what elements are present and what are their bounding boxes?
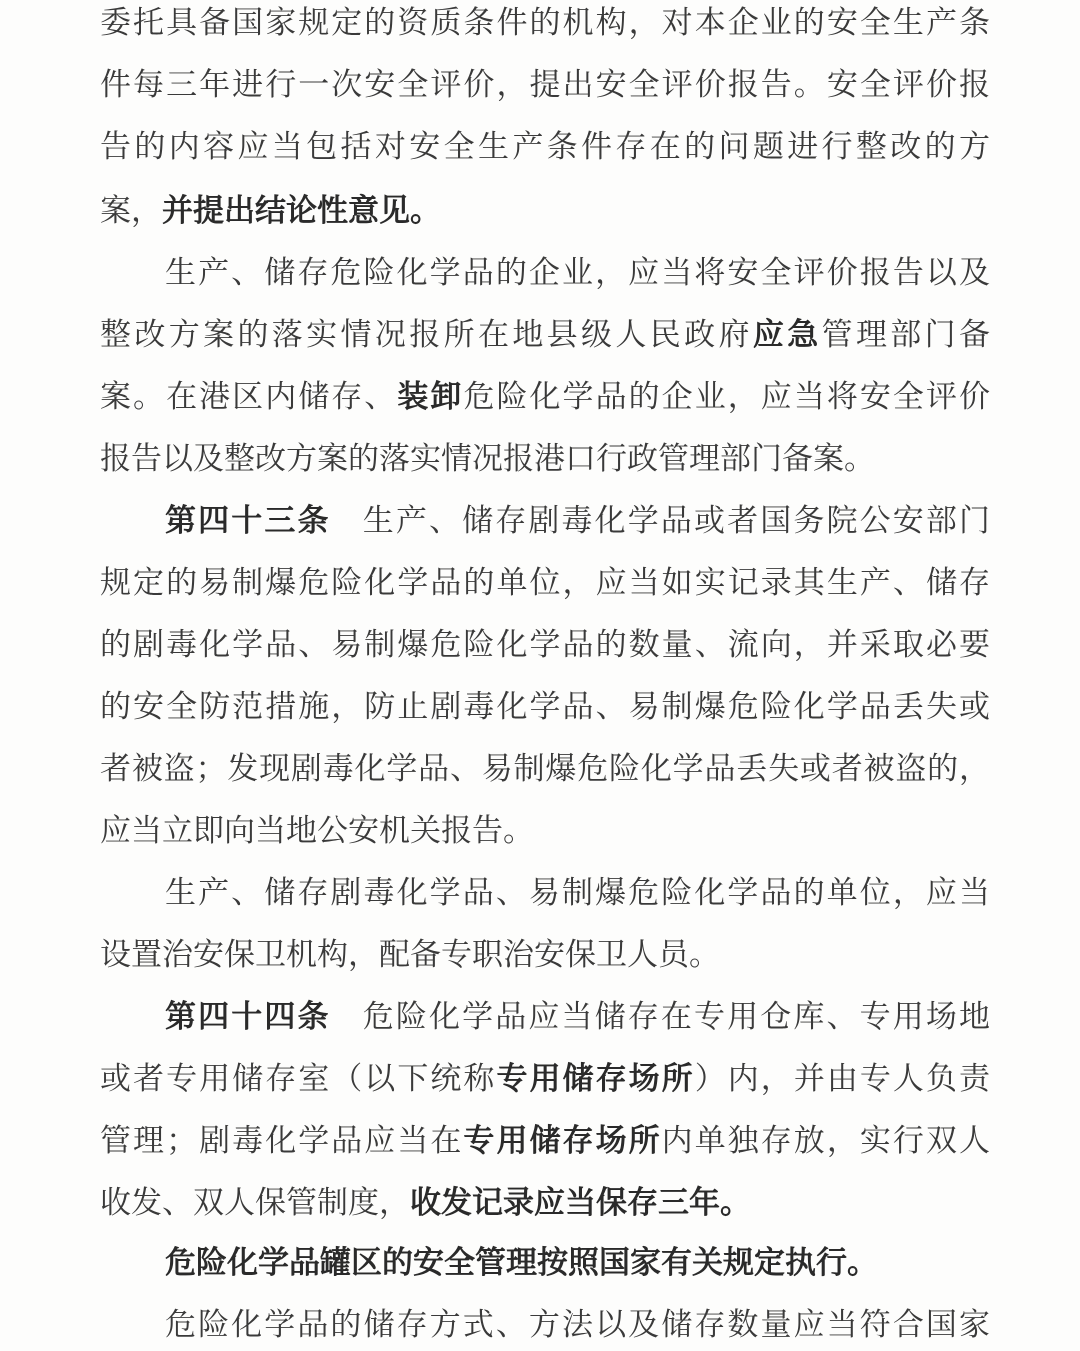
text-run: 报告以及整改方案的落实情况报港口行政管理部门备案。 bbox=[100, 441, 875, 477]
text-run: 收发、双人保管制度， bbox=[100, 1185, 410, 1221]
text-run: 应当立即向当地公安机关报告。 bbox=[100, 813, 534, 849]
article-44-first-line bbox=[165, 994, 990, 1040]
text-run: 件每三年进行一次安全评价，提出安全评价报告。安全评价报 bbox=[100, 67, 990, 103]
article-heading: 第四十三条 bbox=[165, 503, 331, 539]
text-run: 生产、储存剧毒化学品或者国务院公安部门 bbox=[360, 503, 990, 539]
text-line bbox=[100, 746, 990, 792]
text-line bbox=[100, 1180, 990, 1226]
text-line bbox=[100, 62, 990, 108]
text-run: 的安全防范措施，防止剧毒化学品、易制爆危险化学品丢失或 bbox=[100, 689, 990, 725]
paragraph-first-line bbox=[165, 1302, 990, 1348]
text-run: 内单独存放，实行双人 bbox=[661, 1123, 990, 1159]
text-line bbox=[100, 684, 990, 730]
text-line bbox=[100, 188, 990, 234]
text-line bbox=[100, 124, 990, 170]
text-line bbox=[100, 808, 990, 854]
text-run: 案， bbox=[100, 193, 162, 229]
text-run: 案。在港区内储存、 bbox=[100, 379, 398, 415]
text-run: 管理部门备 bbox=[821, 317, 990, 353]
article-heading: 第四十四条 bbox=[165, 999, 331, 1035]
text-line bbox=[100, 374, 990, 420]
bold-text-run: 收发记录应当保存三年。 bbox=[410, 1185, 751, 1221]
text-run: 管理；剧毒化学品应当在 bbox=[100, 1123, 464, 1159]
text-run: 危险化学品的储存方式、方法以及储存数量应当符合国家 bbox=[165, 1307, 990, 1343]
text-line bbox=[100, 1118, 990, 1164]
text-run: 生产、储存危险化学品的企业，应当将安全评价报告以及 bbox=[165, 255, 990, 291]
text-line bbox=[100, 312, 990, 358]
text-line bbox=[100, 622, 990, 668]
text-run: 设置治安保卫机构，配备专职治安保卫人员。 bbox=[100, 937, 720, 973]
text-run: 告的内容应当包括对安全生产条件存在的问题进行整改的方 bbox=[100, 129, 990, 165]
paragraph-first-line bbox=[165, 870, 990, 916]
bold-text-run: 专用储存场所 bbox=[463, 1123, 662, 1159]
bold-text-run: 应急 bbox=[752, 317, 822, 353]
text-run: 危险化学品的企业，应当将安全评价 bbox=[463, 379, 990, 415]
article-43-first-line bbox=[165, 498, 990, 544]
text-line bbox=[100, 0, 990, 46]
text-run: 规定的易制爆危险化学品的单位，应当如实记录其生产、储存 bbox=[100, 565, 990, 601]
bold-text-run: 并提出结论性意见。 bbox=[162, 193, 441, 229]
bold-text-run: 装卸 bbox=[397, 379, 464, 415]
paragraph-first-line bbox=[165, 1240, 990, 1286]
text-run: 或者专用储存室（以下统称 bbox=[100, 1061, 497, 1097]
text-line bbox=[100, 436, 990, 482]
text-run: 生产、储存剧毒化学品、易制爆危险化学品的单位，应当 bbox=[165, 875, 990, 911]
text-run: 整改方案的落实情况报所在地县级人民政府 bbox=[100, 317, 753, 353]
text-line bbox=[100, 1056, 990, 1102]
text-run: 者被盗；发现剧毒化学品、易制爆危险化学品丢失或者被盗的， bbox=[100, 751, 990, 787]
text-line bbox=[100, 932, 990, 978]
paragraph-first-line bbox=[165, 250, 990, 296]
text-run: 危险化学品应当储存在专用仓库、专用场地 bbox=[360, 999, 990, 1035]
text-run: 委托具备国家规定的资质条件的机构，对本企业的安全生产条 bbox=[100, 5, 990, 41]
text-run: 的剧毒化学品、易制爆危险化学品的数量、流向，并采取必要 bbox=[100, 627, 990, 663]
bold-text-run: 专用储存场所 bbox=[496, 1061, 695, 1097]
text-line bbox=[100, 560, 990, 606]
bold-text-run: 危险化学品罐区的安全管理按照国家有关规定执行。 bbox=[165, 1245, 878, 1281]
text-run: ）内，并由专人负责 bbox=[694, 1061, 990, 1097]
